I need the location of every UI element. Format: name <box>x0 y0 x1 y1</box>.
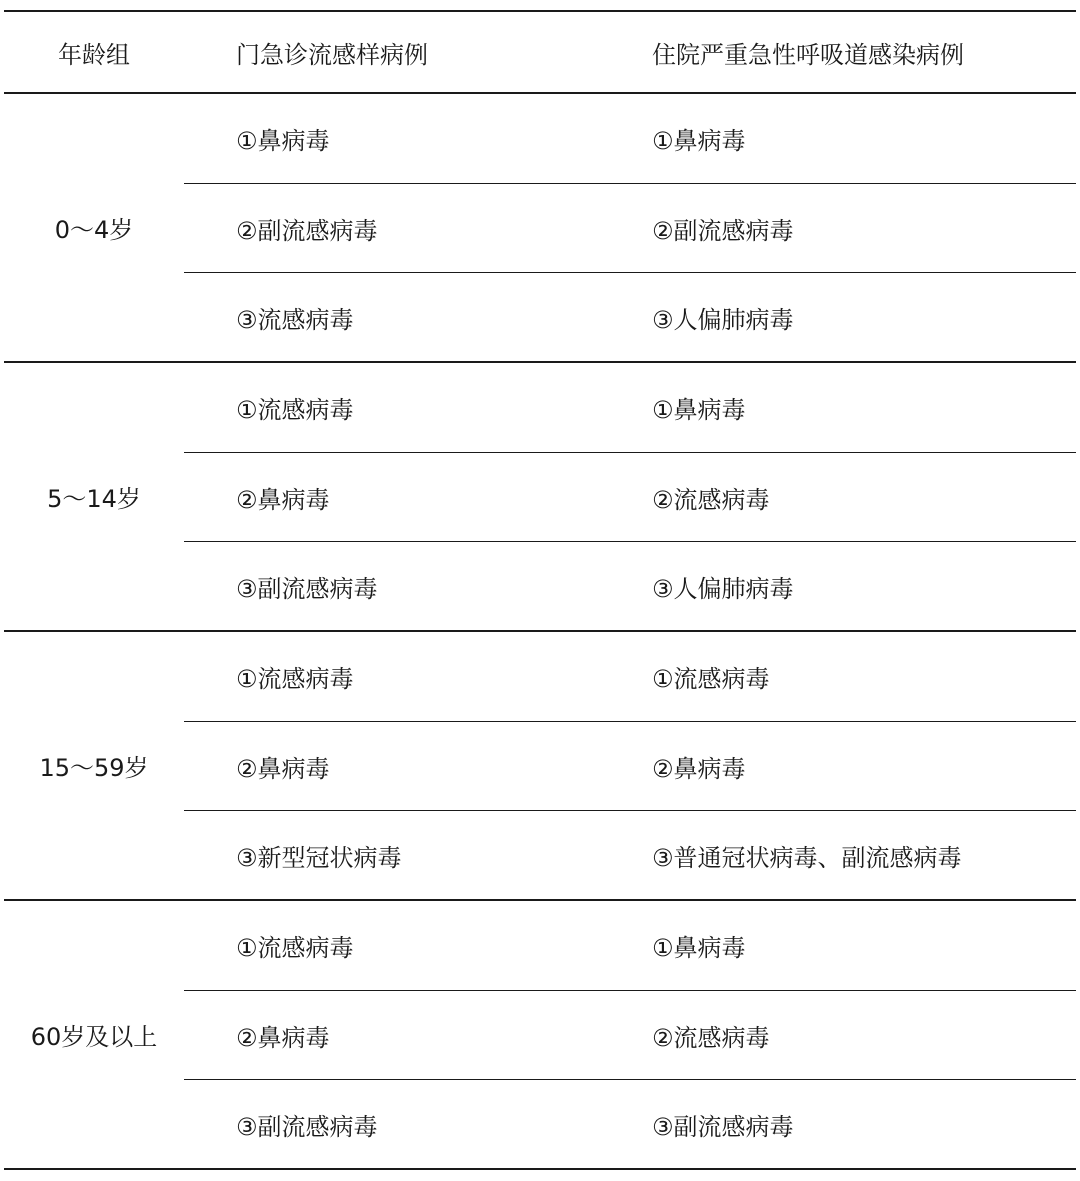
table-row <box>184 1079 1076 1169</box>
table-row <box>184 990 1076 1080</box>
table-row <box>184 810 1076 900</box>
inpatient-cell: ②副流感病毒 <box>652 217 794 245</box>
table-row <box>184 541 1076 631</box>
age-group-60-plus <box>4 901 1076 1170</box>
inpatient-cell: ③副流感病毒 <box>652 1113 794 1141</box>
outpatient-cell: ②鼻病毒 <box>236 755 330 783</box>
inpatient-cell: ②鼻病毒 <box>652 755 746 783</box>
outpatient-cell: ②副流感病毒 <box>236 217 378 245</box>
table-header <box>4 10 1076 94</box>
outpatient-cell: ①鼻病毒 <box>236 127 330 155</box>
outpatient-cell: ①流感病毒 <box>236 665 354 693</box>
inpatient-cell: ①流感病毒 <box>652 665 770 693</box>
age-group-5-14 <box>4 363 1076 632</box>
outpatient-cell: ①流感病毒 <box>236 934 354 962</box>
outpatient-cell: ③副流感病毒 <box>236 575 378 603</box>
table-row <box>184 632 1076 721</box>
inpatient-cell: ①鼻病毒 <box>652 396 746 424</box>
age-group-label: 60岁及以上 <box>30 1023 158 1051</box>
table-row <box>184 901 1076 990</box>
outpatient-cell: ②鼻病毒 <box>236 486 330 514</box>
inpatient-cell: ③普通冠状病毒、副流感病毒 <box>652 844 962 872</box>
outpatient-cell: ①流感病毒 <box>236 396 354 424</box>
inpatient-cell: ②流感病毒 <box>652 1024 770 1052</box>
table-row <box>184 183 1076 273</box>
outpatient-cell: ③新型冠状病毒 <box>236 844 402 872</box>
header-outpatient-ili: 门急诊流感样病例 <box>236 40 428 69</box>
inpatient-cell: ③人偏肺病毒 <box>652 306 794 334</box>
age-group-label: 0～4岁 <box>54 216 134 244</box>
table-row <box>184 452 1076 542</box>
inpatient-cell: ②流感病毒 <box>652 486 770 514</box>
age-group-label: 5～14岁 <box>47 485 141 513</box>
table-row <box>184 272 1076 362</box>
virus-ranking-table <box>4 10 1076 1170</box>
outpatient-cell: ③流感病毒 <box>236 306 354 334</box>
age-group-0-4 <box>4 94 1076 363</box>
age-group-label: 15～59岁 <box>39 754 149 782</box>
inpatient-cell: ①鼻病毒 <box>652 127 746 155</box>
header-age-group: 年龄组 <box>58 40 130 69</box>
table-row <box>184 94 1076 183</box>
table-row <box>184 721 1076 811</box>
inpatient-cell: ③人偏肺病毒 <box>652 575 794 603</box>
header-inpatient-sari: 住院严重急性呼吸道感染病例 <box>652 40 964 69</box>
outpatient-cell: ②鼻病毒 <box>236 1024 330 1052</box>
table-row <box>184 363 1076 452</box>
outpatient-cell: ③副流感病毒 <box>236 1113 378 1141</box>
inpatient-cell: ①鼻病毒 <box>652 934 746 962</box>
age-group-15-59 <box>4 632 1076 901</box>
